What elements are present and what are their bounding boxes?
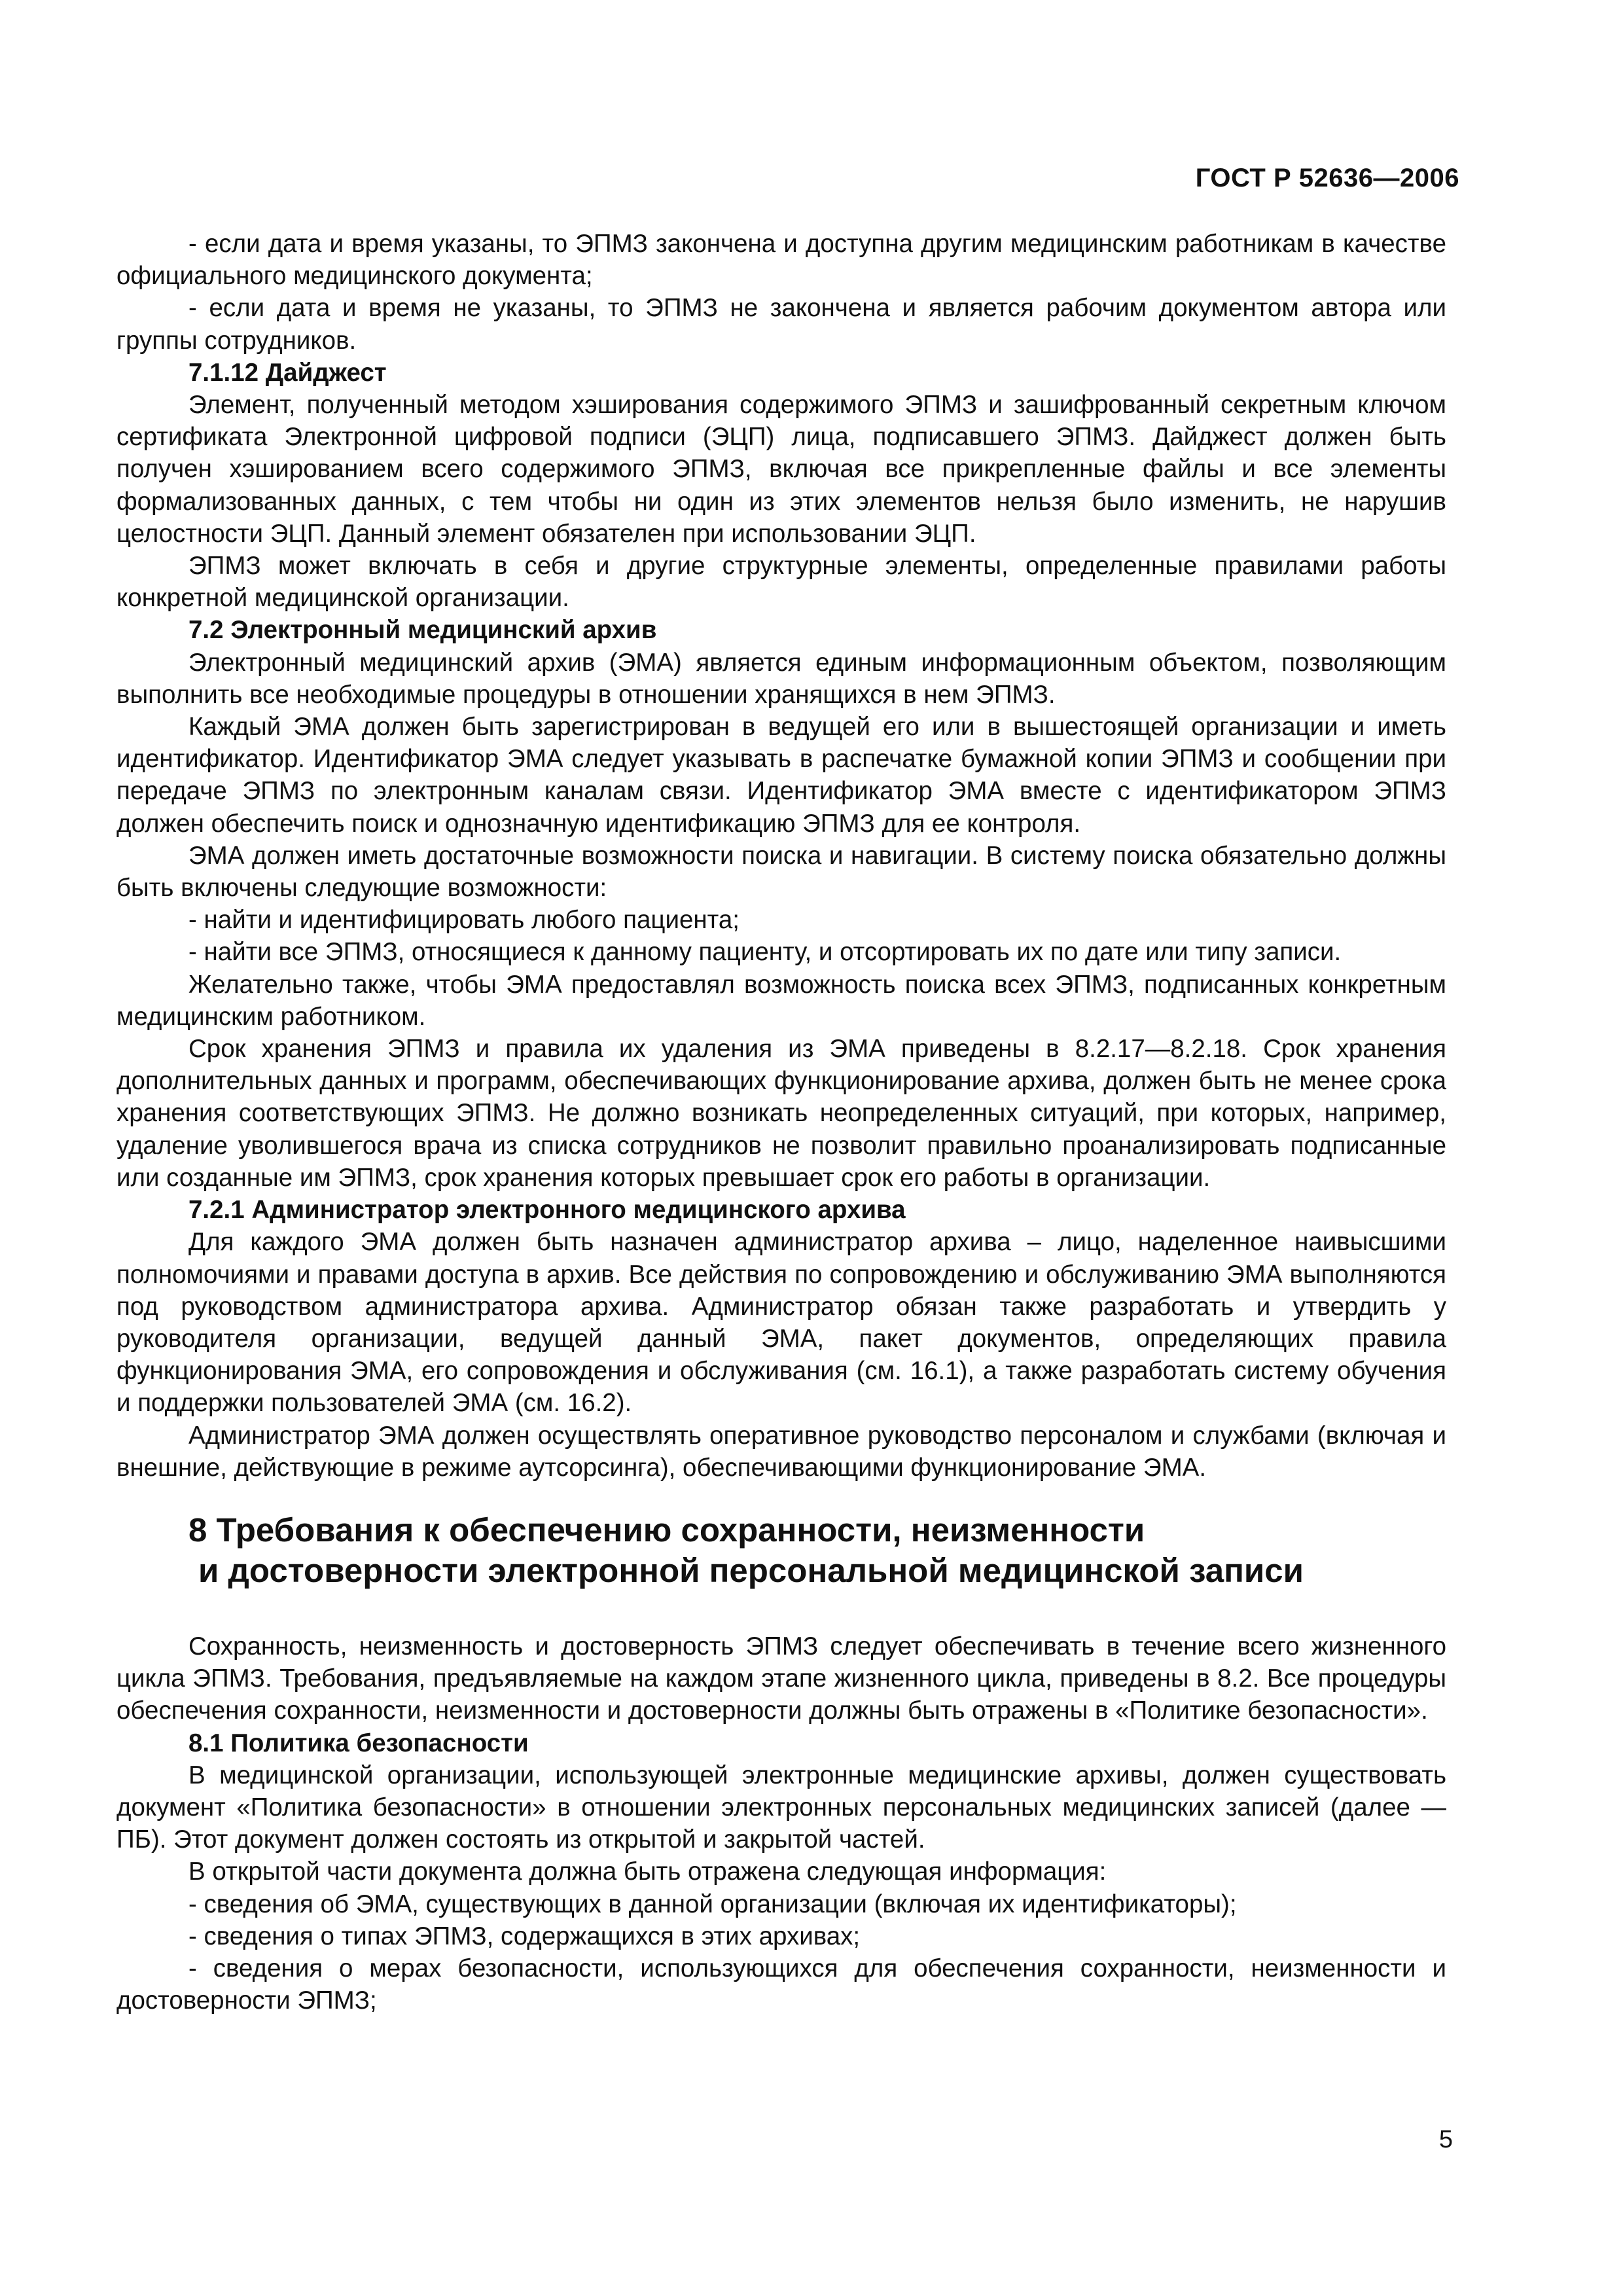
- document-code: ГОСТ Р 52636—2006: [1195, 164, 1459, 192]
- paragraph: Элемент, полученный методом хэширования содержимого ЭПМЗ и зашифрованный секретным ключом сертификата Электронной цифровой подписи (ЭЦП) лица, подписавшего ЭПМЗ. Дайджест должен быть получен хэшированием всего содержимого ЭПМЗ, включая все прикрепленные файлы и все элементы формализованных данных, с тем чтобы ни один из этих элементов нельзя было изменить, не нарушив целостности ЭЦП. Данный элемент обязателен при использовании ЭЦП.: [116, 391, 1446, 548]
- subsection-heading-7-2: 7.2 Электронный медицинский архив: [188, 616, 657, 645]
- paragraph: В открытой части документа должна быть отражена следующая информация:: [188, 1857, 1107, 1886]
- list-item: - сведения об ЭМА, существующих в данной организации (включая их идентификаторы);: [188, 1890, 1237, 1918]
- paragraph: ЭМА должен иметь достаточные возможности поиска и навигации. В систему поиска обязательно должны быть включены следующие возможности:: [116, 841, 1446, 903]
- paragraph: Сохранность, неизменность и достоверность ЭПМЗ следует обеспечивать в течение всего жизненного цикла ЭПМЗ. Требования, предъявляемые на каждом этапе жизненного цикла, приведены в 8.2. Все процедуры обеспечения сохранности, неизменности и достоверности должны быть отражены в «Политике безопасности».: [116, 1632, 1446, 1725]
- subsection-heading-7-2-1: 7.2.1 Администратор электронного медицинского архива: [188, 1196, 906, 1225]
- list-item: - найти и идентифицировать любого пациента;: [188, 906, 740, 935]
- list-item: - сведения о мерах безопасности, использующихся для обеспечения сохранности, неизменности и достоверности ЭПМЗ;: [116, 1954, 1446, 2015]
- list-item: - сведения о типах ЭПМЗ, содержащихся в этих архивах;: [188, 1922, 861, 1950]
- subsection-heading-8-1: 8.1 Политика безопасности: [188, 1729, 529, 1757]
- section-heading-line-1: 8 Требования к обеспечению сохранности, неизменности: [188, 1511, 1145, 1549]
- paragraph-dash: - если дата и время указаны, то ЭПМЗ закончена и доступна другим медицинским работникам в качестве официального медицинского документа;: [116, 230, 1446, 291]
- paragraph-dash: - если дата и время не указаны, то ЭПМЗ не закончена и является рабочим документом автора или группы сотрудников.: [116, 294, 1446, 355]
- list-item: - найти все ЭПМЗ, относящиеся к данному пациенту, и отсортировать их по дате или типу записи.: [188, 938, 1342, 967]
- paragraph: Для каждого ЭМА должен быть назначен администратор архива – лицо, наделенное наивысшими полномочиями и правами доступа в архив. Все действия по сопровождению и обслуживанию ЭМА выполняются под руководством администратора архива. Администратор обязан также разработать и утвердить у руководителя организации, ведущей данный ЭМА, пакет документов, определяющих правила функционирования ЭМА, его сопровождения и обслуживания (см. 16.1), а также разработать систему обучения и поддержки пользователей ЭМА (см. 16.2).: [116, 1228, 1446, 1418]
- paragraph: ЭПМЗ может включать в себя и другие структурные элементы, определенные правилами работы конкретной медицинской организации.: [116, 552, 1446, 613]
- section-heading-line-2: и достоверности электронной персональной медицинской записи: [198, 1551, 1304, 1589]
- paragraph: Электронный медицинский архив (ЭМА) является единым информационным объектом, позволяющим выполнить все необходимые процедуры в отношении хранящихся в нем ЭПМЗ.: [116, 648, 1446, 709]
- paragraph: Желательно также, чтобы ЭМА предоставлял возможность поиска всех ЭПМЗ, подписанных конкретным медицинским работником.: [116, 970, 1446, 1031]
- section-heading-8: [116, 1510, 1446, 1591]
- document-body: [116, 228, 1446, 2017]
- page-number: 5: [1438, 2126, 1453, 2153]
- paragraph: Каждый ЭМА должен быть зарегистрирован в ведущей его или в вышестоящей организации и иметь идентификатор. Идентификатор ЭМА следует указывать в распечатке бумажной копии ЭПМЗ и сообщении при передаче ЭПМЗ по электронным каналам связи. Идентификатор ЭМА вместе с идентификатором ЭПМЗ должен обеспечить поиск и однозначную идентификацию ЭПМЗ для ее контроля.: [116, 713, 1446, 838]
- subsection-heading-7-1-12: 7.1.12 Дайджест: [188, 358, 387, 387]
- paragraph: В медицинской организации, использующей электронные медицинские архивы, должен существовать документ «Политика безопасности» в отношении электронных персональных медицинских записей (далее — ПБ). Этот документ должен состоять из открытой и закрытой частей.: [116, 1761, 1446, 1854]
- paragraph: Срок хранения ЭПМЗ и правила их удаления из ЭМА приведены в 8.2.17—8.2.18. Срок хранения дополнительных данных и программ, обеспечивающих функционирование архива, должен быть не менее срока хранения соответствующих ЭПМЗ. Не должно возникать неопределенных ситуаций, при которых, например, удаление уволившегося врача из списка сотрудников не позволит правильно проанализировать подписанные или созданные им ЭПМЗ, срок хранения которых превышает срок его работы в организации.: [116, 1035, 1446, 1192]
- paragraph: Администратор ЭМА должен осуществлять оперативное руководство персоналом и службами (включая и внешние, действующие в режиме аутсорсинга), обеспечивающими функционирование ЭМА.: [116, 1421, 1446, 1482]
